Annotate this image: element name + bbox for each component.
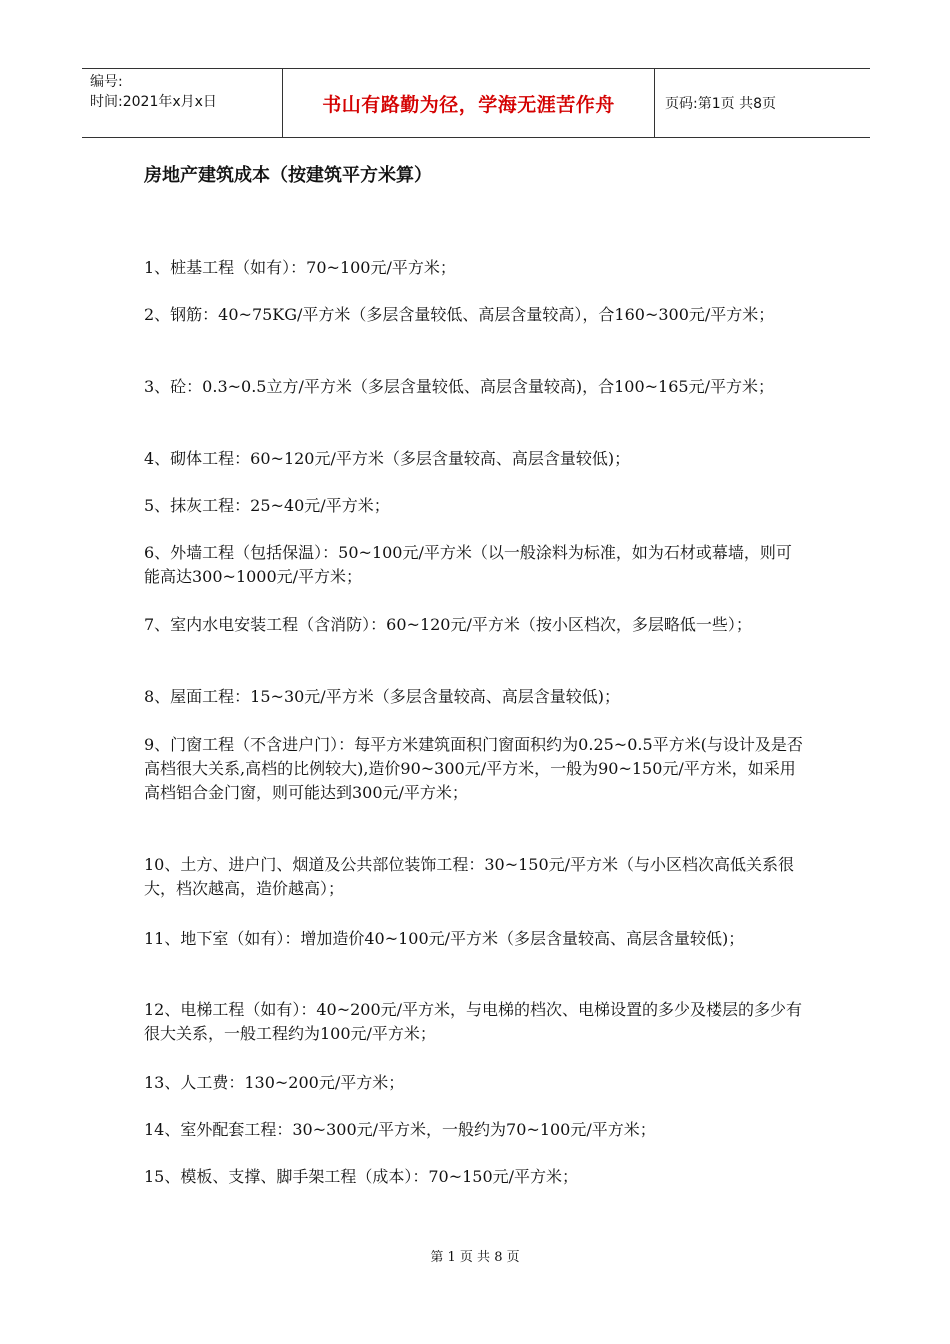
header-motto-cell (282, 69, 655, 137)
list-item: 3、砼：0.3~0.5立方/平方米（多层含量较低、高层含量较高)，合100~165元/平方米； (144, 377, 774, 396)
list-item: 12、电梯工程（如有）：40~200元/平方米，与电梯的档次、电梯设置的多少及楼层的多少有很大关系，一般工程约为100元/平方米； (144, 1000, 803, 1043)
list-item: 8、屋面工程：15~30元/平方米（多层含量较高、高层含量较低)； (144, 687, 620, 706)
document-number-label: 编号: (90, 74, 123, 90)
list-item: 13、人工费：130~200元/平方米； (144, 1073, 405, 1092)
header-meta (82, 69, 282, 137)
page-footer: 第 1 页 共 8 页 (430, 1250, 520, 1265)
header-motto: 书山有路勤为径，学海无涯苦作舟 (322, 93, 615, 116)
list-item: 1、桩基工程（如有）：70~100元/平方米； (144, 258, 456, 277)
list-item: 10、土方、进户门、烟道及公共部位装饰工程：30~150元/平方米（与小区档次高低关系很大，档次越高，造价越高）； (144, 855, 795, 898)
header-page-cell (655, 69, 870, 137)
list-item: 7、室内水电安装工程（含消防）：60~120元/平方米（按小区档次，多层略低一些）； (144, 615, 752, 634)
list-item: 6、外墙工程（包括保温）：50~100元/平方米（以一般涂料为标准，如为石材或幕墙，则可能高达300~1000元/平方米； (144, 543, 792, 586)
list-item: 2、钢筋：40~75KG/平方米（多层含量较低、高层含量较高），合160~300元/平方米； (144, 305, 775, 324)
header-page-number: 页码:第1页 共8页 (665, 96, 776, 112)
list-item: 15、模板、支撑、脚手架工程（成本）：70~150元/平方米； (144, 1167, 579, 1186)
document-date: 时间:2021年x月x日 (90, 94, 217, 110)
list-item: 4、砌体工程：60~120元/平方米（多层含量较高、高层含量较低)； (144, 449, 631, 468)
page-title: 房地产建筑成本（按建筑平方米算） (144, 165, 432, 186)
list-item: 14、室外配套工程：30~300元/平方米，一般约为70~100元/平方米； (144, 1120, 656, 1139)
list-item: 11、地下室（如有）：增加造价40~100元/平方米（多层含量较高、高层含量较低)； (144, 929, 745, 948)
list-item: 9、门窗工程（不含进户门）：每平方米建筑面积门窗面积约为0.25~0.5平方米(与设计及是否高档很大关系,高档的比例较大),造价90~300元/平方米，一般为90~150元/平方米，如采用高档铝合金门窗，则可能达到300元/平方米； (144, 735, 803, 802)
list-item: 5、抹灰工程：25~40元/平方米； (144, 496, 390, 515)
document-header (82, 68, 870, 138)
